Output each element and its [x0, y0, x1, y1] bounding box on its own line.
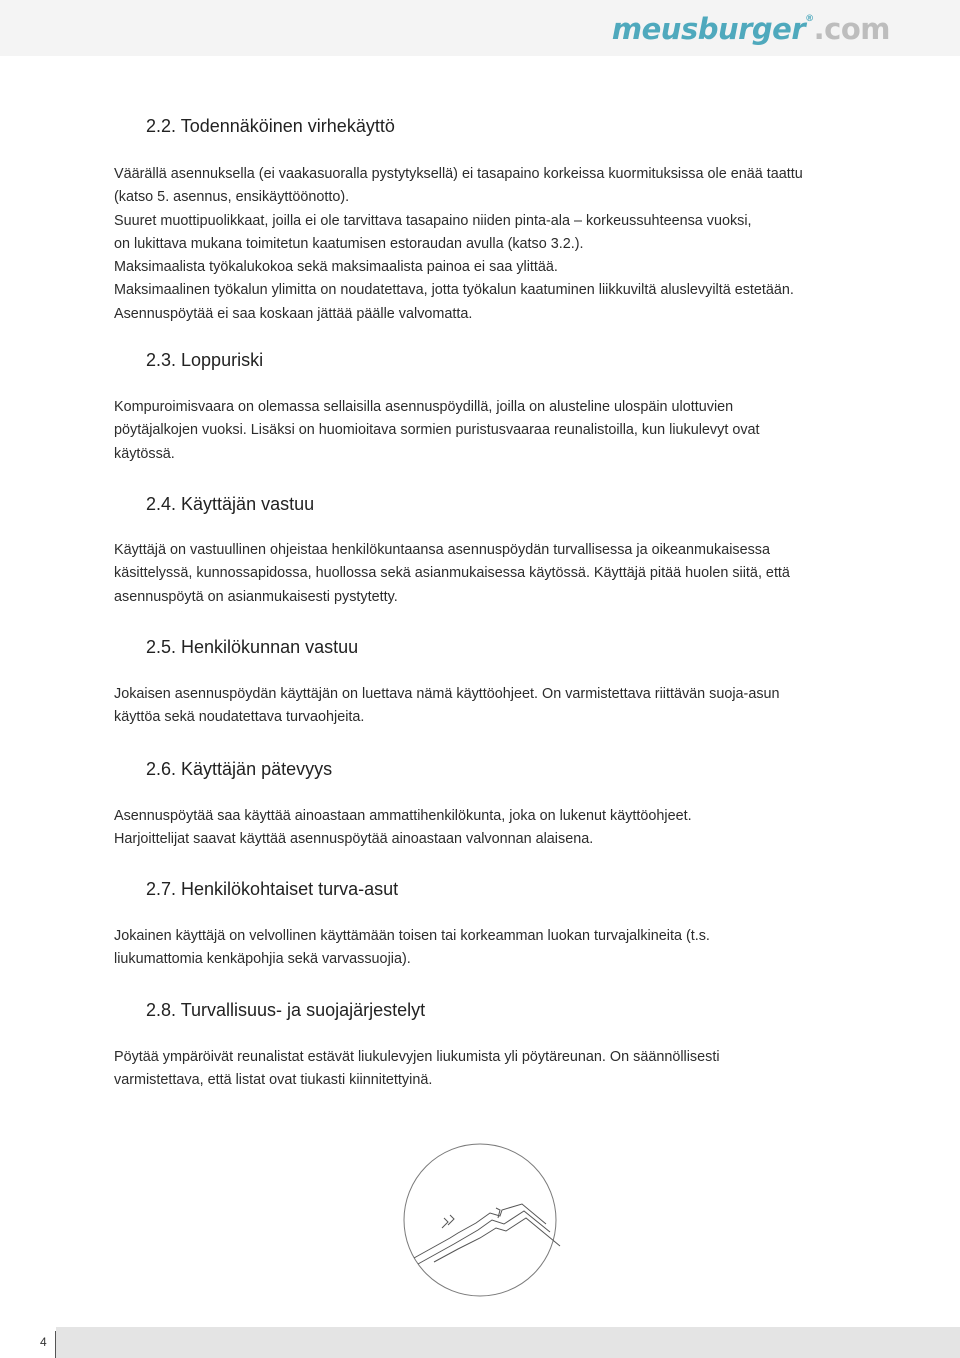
footer-number-box — [0, 1327, 56, 1358]
text-line: Asennuspöytää saa käyttää ainoastaan ammattihenkilökunta, joka on lukenut käyttöohjeet. — [114, 808, 692, 824]
text-line: käyttöa sekä noudatettava turvaohjeita. — [114, 709, 365, 726]
section-text-2-8 — [114, 1046, 894, 1093]
logo-brand: meusburger — [611, 12, 806, 46]
text-line: Harjoittelijat saavat käyttää asennuspöytää ainoastaan valvonnan alaisena. — [114, 831, 594, 848]
section-heading-2-8: 2.8. Turvallisuus- ja suojajärjestelyt — [146, 1000, 426, 1020]
text-line: Käyttäjä on vastuullinen ohjeistaa henkilökuntaansa asennuspöydän turvallisessa ja oikeanmukaisessa — [114, 542, 770, 558]
text-line: varmistettava, että listat ovat tiukasti kiinnitettyinä. — [114, 1072, 433, 1089]
text-line: pöytäjalkojen vuoksi. Lisäksi on huomioitava sormien puristusvaaraa reunalistoilla, kun liukulevyt ovat — [114, 422, 760, 439]
section-heading-2-7: 2.7. Henkilökohtaiset turva-asut — [146, 879, 399, 899]
text-line: Asennuspöytää ei saa koskaan jättää päälle valvomatta. — [114, 305, 473, 322]
text-line: Väärällä asennuksella (ei vaakasuoralla pystytyksellä) ei tasapaino korkeissa kuormituksissa ole enää taattu — [114, 166, 803, 182]
section-heading-2-2: 2.2. Todennäköinen virhekäyttö — [146, 116, 395, 136]
text-line: Suuret muottipuolikkaat, joilla ei ole tarvittava tasapaino niiden pinta-ala – korkeussuhteensa vuoksi, — [114, 212, 752, 229]
page-header — [0, 0, 960, 56]
text-line: Pöytää ympäröivät reunalistat estävät liukulevyjen liukumista yli pöytäreunan. On säännöllisesti — [114, 1049, 720, 1065]
text-line: (katso 5. asennus, ensikäyttöönotto). — [114, 189, 350, 206]
section-text-2-2 — [114, 163, 894, 326]
text-line: liukumattomia kenkäpohjia sekä varvassuojia). — [114, 951, 411, 968]
page-number: 4 — [40, 1335, 47, 1349]
text-line: asennuspöytä on asianmukaisesti pystytetty. — [114, 588, 398, 605]
text-line: käytössä. — [114, 445, 175, 462]
edge-strip-detail-illustration — [350, 1138, 610, 1298]
text-line: Jokaisen asennuspöydän käyttäjän on luettava nämä käyttöohjeet. On varmistettava riittävän suoja-asun — [114, 686, 780, 702]
footer-divider — [55, 1331, 56, 1358]
text-line: Maksimaalinen työkalun ylimitta on noudatettava, jotta työkalun kaatuminen liikkuviltä aluslevyiltä estetään. — [114, 282, 794, 299]
text-line: Maksimaalista työkalukokoa sekä maksimaalista painoa ei saa ylittää. — [114, 259, 558, 276]
section-text-2-4 — [114, 539, 894, 609]
text-line: on lukittava mukana toimitetun kaatumisen estoraudan avulla (katso 3.2.). — [114, 235, 584, 252]
logo-registered-mark: ® — [805, 14, 814, 24]
section-heading-2-3: 2.3. Loppuriski — [146, 350, 264, 370]
section-text-2-5 — [114, 683, 894, 730]
section-text-2-3 — [114, 396, 894, 466]
logo-domain: .com — [813, 12, 890, 46]
text-line: Kompuroimisvaara on olemassa sellaisilla asennuspöydillä, joilla on alusteline ulospäin ulottuvien — [114, 399, 734, 415]
section-heading-2-5: 2.5. Henkilökunnan vastuu — [146, 637, 359, 657]
text-line: käsittelyssä, kunnossapidossa, huollossa sekä asianmukaisessa käytössä. Käyttäjä pitää huolen siitä, että — [114, 565, 790, 582]
page-footer — [0, 1327, 960, 1358]
text-line: Jokainen käyttäjä on velvollinen käyttämään toisen tai korkeamman luokan turvajalkineita (t.s. — [114, 928, 710, 944]
section-text-2-6 — [114, 805, 894, 852]
meusburger-logo[interactable] — [612, 12, 890, 46]
section-heading-2-6: 2.6. Käyttäjän pätevyys — [146, 759, 333, 779]
section-text-2-7 — [114, 925, 894, 972]
section-heading-2-4: 2.4. Käyttäjän vastuu — [146, 494, 315, 514]
